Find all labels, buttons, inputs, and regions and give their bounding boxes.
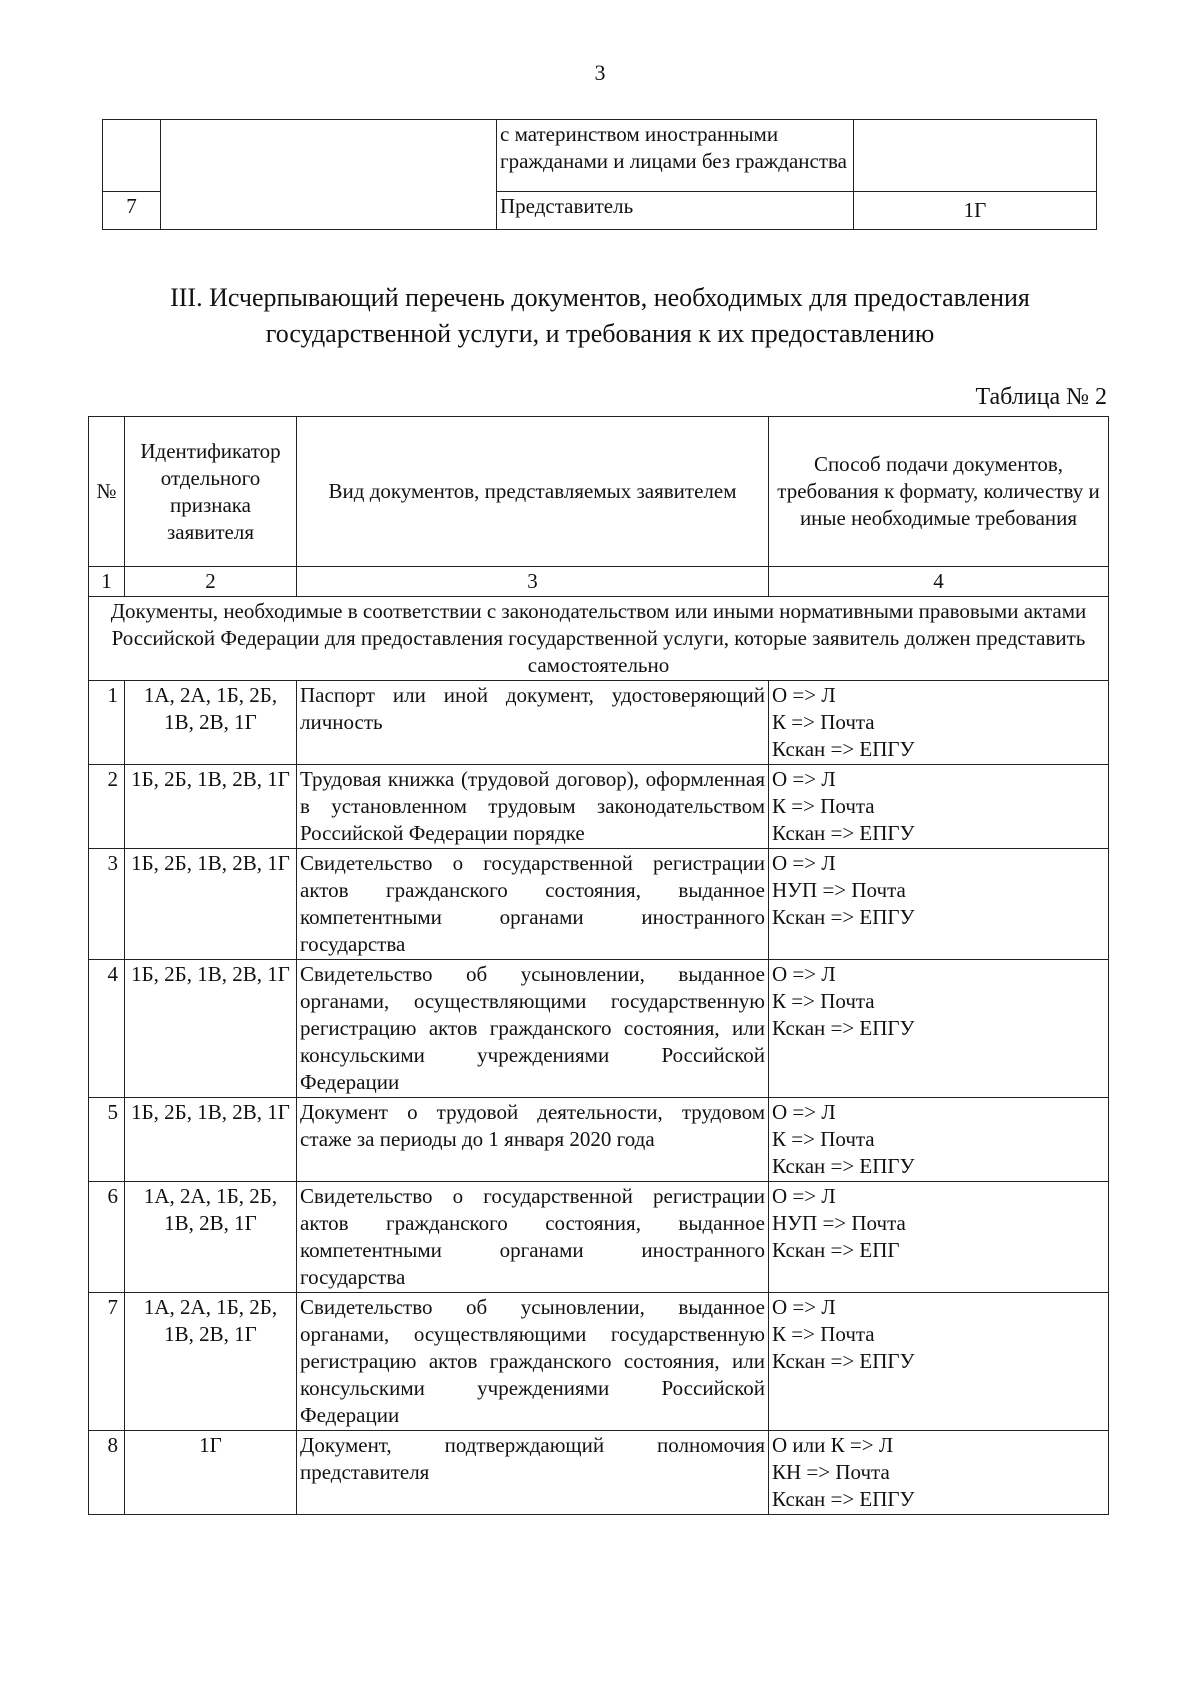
row-identifier: 1А, 2А, 1Б, 2Б, 1В, 2В, 1Г — [125, 1182, 297, 1293]
row-document: Документ, подтверждающий полномочия представителя — [297, 1431, 769, 1515]
col-number: 4 — [769, 567, 1109, 597]
row-identifier: 1Б, 2Б, 1В, 2В, 1Г — [125, 765, 297, 849]
row-methods — [769, 1182, 1109, 1293]
row-document: Документ о трудовой деятельности, трудовом стаже за периоды до 1 января 2020 года — [297, 1098, 769, 1182]
method-line: О => Л — [772, 962, 836, 986]
method-line: К => Почта — [772, 1127, 875, 1151]
method-line: Кскан => ЕПГУ — [772, 821, 915, 845]
method-line: НУП => Почта — [772, 1211, 906, 1235]
col-number: 1 — [89, 567, 125, 597]
header-submission-method: Способ подачи документов, требования к формату, количеству и иные необходимые требования — [769, 417, 1109, 567]
row-methods — [769, 960, 1109, 1098]
header-row — [89, 417, 1109, 567]
row-identifier: 1Б, 2Б, 1В, 2В, 1Г — [125, 1098, 297, 1182]
row-methods — [769, 681, 1109, 765]
row-number: 7 — [103, 192, 161, 230]
method-line: О => Л — [772, 683, 836, 707]
page-number: 3 — [594, 60, 606, 85]
row-number: 2 — [89, 765, 125, 849]
row-document: Свидетельство о государственной регистрации актов гражданского состояния, выданное компетентными органами иностранного государства — [297, 1182, 769, 1293]
row-number: 3 — [89, 849, 125, 960]
table-row — [89, 960, 1109, 1098]
row-identifier: 1Б, 2Б, 1В, 2В, 1Г — [125, 849, 297, 960]
row-number: 4 — [89, 960, 125, 1098]
method-line: К => Почта — [772, 989, 875, 1013]
row-number: 6 — [89, 1182, 125, 1293]
method-line: КН => Почта — [772, 1460, 890, 1484]
header-number: № — [89, 417, 125, 567]
row-document: Паспорт или иной документ, удостоверяющий личность — [297, 681, 769, 765]
table-row — [89, 1098, 1109, 1182]
method-line: Кскан => ЕПГУ — [772, 737, 915, 761]
method-line: О или К => Л — [772, 1433, 894, 1457]
row-methods — [769, 1293, 1109, 1431]
method-line: Кскан => ЕПГ — [772, 1238, 900, 1262]
row-identifier: 1Г — [125, 1431, 297, 1515]
method-line: О => Л — [772, 851, 836, 875]
section-title: III. Исчерпывающий перечень документов, необходимых для предоставления государственной услуги, и требования к их предоставлению — [170, 283, 1030, 348]
table-row — [89, 849, 1109, 960]
row-number: 7 — [89, 1293, 125, 1431]
method-line: О => Л — [772, 767, 836, 791]
row-number: 1 — [89, 681, 125, 765]
section-row — [89, 597, 1109, 681]
table-row — [89, 1293, 1109, 1431]
row-empty-cell — [161, 120, 497, 230]
table-row — [103, 120, 1097, 192]
method-line: К => Почта — [772, 794, 875, 818]
row-number: 5 — [89, 1098, 125, 1182]
table-row — [89, 681, 1109, 765]
row-identifier: 1А, 2А, 1Б, 2Б, 1В, 2В, 1Г — [125, 1293, 297, 1431]
method-line: Кскан => ЕПГУ — [772, 1154, 915, 1178]
row-methods — [769, 1431, 1109, 1515]
method-line: К => Почта — [772, 710, 875, 734]
header-identifier: Идентификатор отдельного признака заявителя — [125, 417, 297, 567]
section-row-text: Документы, необходимые в соответствии с законодательством или иными нормативными правовыми актами Российской Федерации для предоставления государственной услуги, которые заявитель должен представить самостоятельно — [89, 597, 1109, 681]
row-identifier: 1А, 2А, 1Б, 2Б, 1В, 2В, 1Г — [125, 681, 297, 765]
row-methods — [769, 1098, 1109, 1182]
table-row — [89, 765, 1109, 849]
table-caption: Таблица № 2 — [975, 384, 1107, 410]
row-identifier: 1Б, 2Б, 1В, 2В, 1Г — [125, 960, 297, 1098]
method-line: Кскан => ЕПГУ — [772, 1487, 915, 1511]
method-line: НУП => Почта — [772, 878, 906, 902]
col-number: 3 — [297, 567, 769, 597]
row-methods — [769, 849, 1109, 960]
row-text: Представитель — [497, 192, 854, 230]
table-body — [89, 681, 1109, 1515]
column-numbers-row — [89, 567, 1109, 597]
row-code — [854, 120, 1097, 192]
documents-table — [88, 416, 1109, 1515]
continued-table — [102, 119, 1097, 230]
method-line: О => Л — [772, 1184, 836, 1208]
method-line: Кскан => ЕПГУ — [772, 905, 915, 929]
row-document: Трудовая книжка (трудовой договор), оформленная в установленном трудовым законодательством Российской Федерации порядке — [297, 765, 769, 849]
method-line: К => Почта — [772, 1322, 875, 1346]
method-line: О => Л — [772, 1100, 836, 1124]
row-document: Свидетельство об усыновлении, выданное органами, осуществляющими государственную регистрацию актов гражданского состояния, или консульскими учреждениями Российской Федерации — [297, 960, 769, 1098]
col-number: 2 — [125, 567, 297, 597]
method-line: Кскан => ЕПГУ — [772, 1016, 915, 1040]
method-line: Кскан => ЕПГУ — [772, 1349, 915, 1373]
row-document: Свидетельство о государственной регистрации актов гражданского состояния, выданное компетентными органами иностранного государства — [297, 849, 769, 960]
table-row — [89, 1431, 1109, 1515]
row-methods — [769, 765, 1109, 849]
row-document: Свидетельство об усыновлении, выданное органами, осуществляющими государственную регистрацию актов гражданского состояния, или консульскими учреждениями Российской Федерации — [297, 1293, 769, 1431]
method-line: О => Л — [772, 1295, 836, 1319]
row-number: 8 — [89, 1431, 125, 1515]
header-document-type: Вид документов, представляемых заявителем — [297, 417, 769, 567]
table-row — [89, 1182, 1109, 1293]
row-number — [103, 120, 161, 192]
row-code: 1Г — [854, 192, 1097, 230]
row-text: с материнством иностранными гражданами и лицами без гражданства — [497, 120, 854, 192]
